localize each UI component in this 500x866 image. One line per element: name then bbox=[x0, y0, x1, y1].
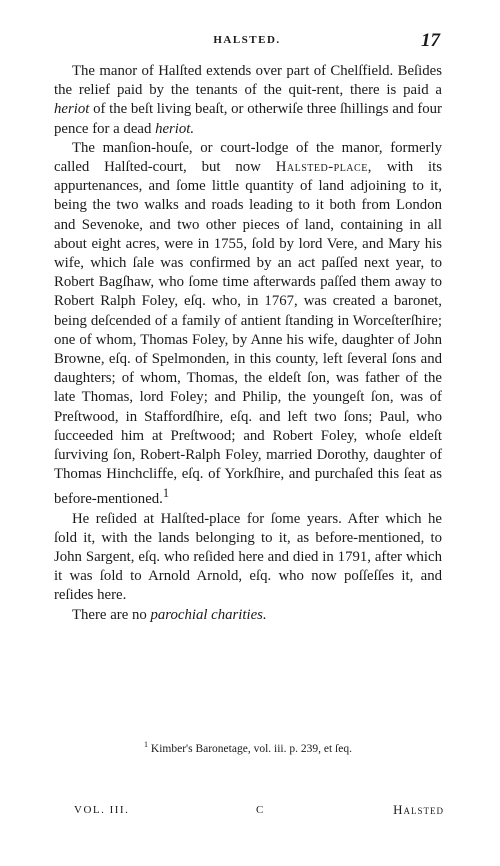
footnote-text: Kimber's Baronetage, vol. iii. p. 239, et ſeq. bbox=[150, 742, 352, 755]
paragraph-mansion bbox=[54, 139, 442, 510]
italic-term: parochial charities. bbox=[150, 606, 267, 623]
paragraph-manor bbox=[54, 62, 442, 139]
page-number: 17 bbox=[421, 30, 440, 51]
paragraph-text: The manor of Halſted extends over part of Chelſfield. Beſides the relief paid by the tenants of the quit-rent, there is paid a bbox=[54, 63, 442, 99]
paragraph-text: The manſion-houſe, or court-lodge of the manor, formerly called Halſted-court, but now bbox=[54, 139, 442, 176]
footnote bbox=[54, 740, 442, 755]
paragraph-charities bbox=[54, 606, 442, 625]
italic-term: heriot bbox=[54, 101, 90, 118]
paragraph-resided: He reſided at Halſted-place for ſome years. After which he ſold it, with the lands belonging to it, as before-mentioned, to John Sargent, eſq. who reſided here and died in 1791, after which it was ſold to Arnold Arnold, eſq. who now poſſeſſes it, and reſides here. bbox=[54, 510, 442, 604]
footnote-marker: 1 bbox=[144, 740, 149, 749]
paragraph-text: There are no bbox=[72, 606, 151, 623]
signature-mark: C bbox=[256, 804, 265, 816]
footnote-reference: 1 bbox=[162, 486, 170, 501]
page-footer bbox=[74, 802, 444, 822]
paragraph-text: of the beſt living beaſt, or otherwiſe three ſhillings and four pence for a dead bbox=[54, 101, 442, 137]
running-head bbox=[54, 30, 440, 52]
italic-term: heriot. bbox=[155, 120, 195, 137]
catchword: Halsted bbox=[393, 802, 444, 817]
volume-label: VOL. III. bbox=[74, 804, 130, 816]
body-text bbox=[54, 62, 442, 625]
paragraph-text: with its appurtenances, and ſome little quantity of land adjoining to it, being the two walks and roads leading to it both from London and Sevenoke, and two other pieces of land, containing in all about eight acres, were in 1755, ſold by lord Vere, and Mary his wife, which ſale was confirmed by an act paſſed next year, to Robert Bagſhaw, who ſome time afterwards paſſed them away to Robert Ralph Foley, eſq. who, in 1767, was created a baronet, being deſcended of a family of antient ſtanding in Worceſterſhire; one of whom, Thomas Foley, by Anne his wife, daughter of John Browne, eſq. of Spelmonden, in this county, left ſeveral ſons and daughters; of whom, Thomas, the eldeſt ſon, was father of the late Thomas, lord Foley; and Philip, the youngeſt ſon, was of Preſtwood, in Staffordſhire, eſq. and left two ſons; Paul, who ſucceeded him at Preſtwood; and Robert Foley, whoſe eldeſt ſurviving ſon, Robert-Ralph Foley, married Dorothy, daughter of Thomas Hinchcliffe, eſq. of Yorkſhire, and purchaſed this ſeat as before-mentioned. bbox=[54, 159, 442, 508]
small-caps-name: Halsted-place, bbox=[275, 159, 373, 176]
running-title: HALSTED. bbox=[213, 34, 281, 46]
